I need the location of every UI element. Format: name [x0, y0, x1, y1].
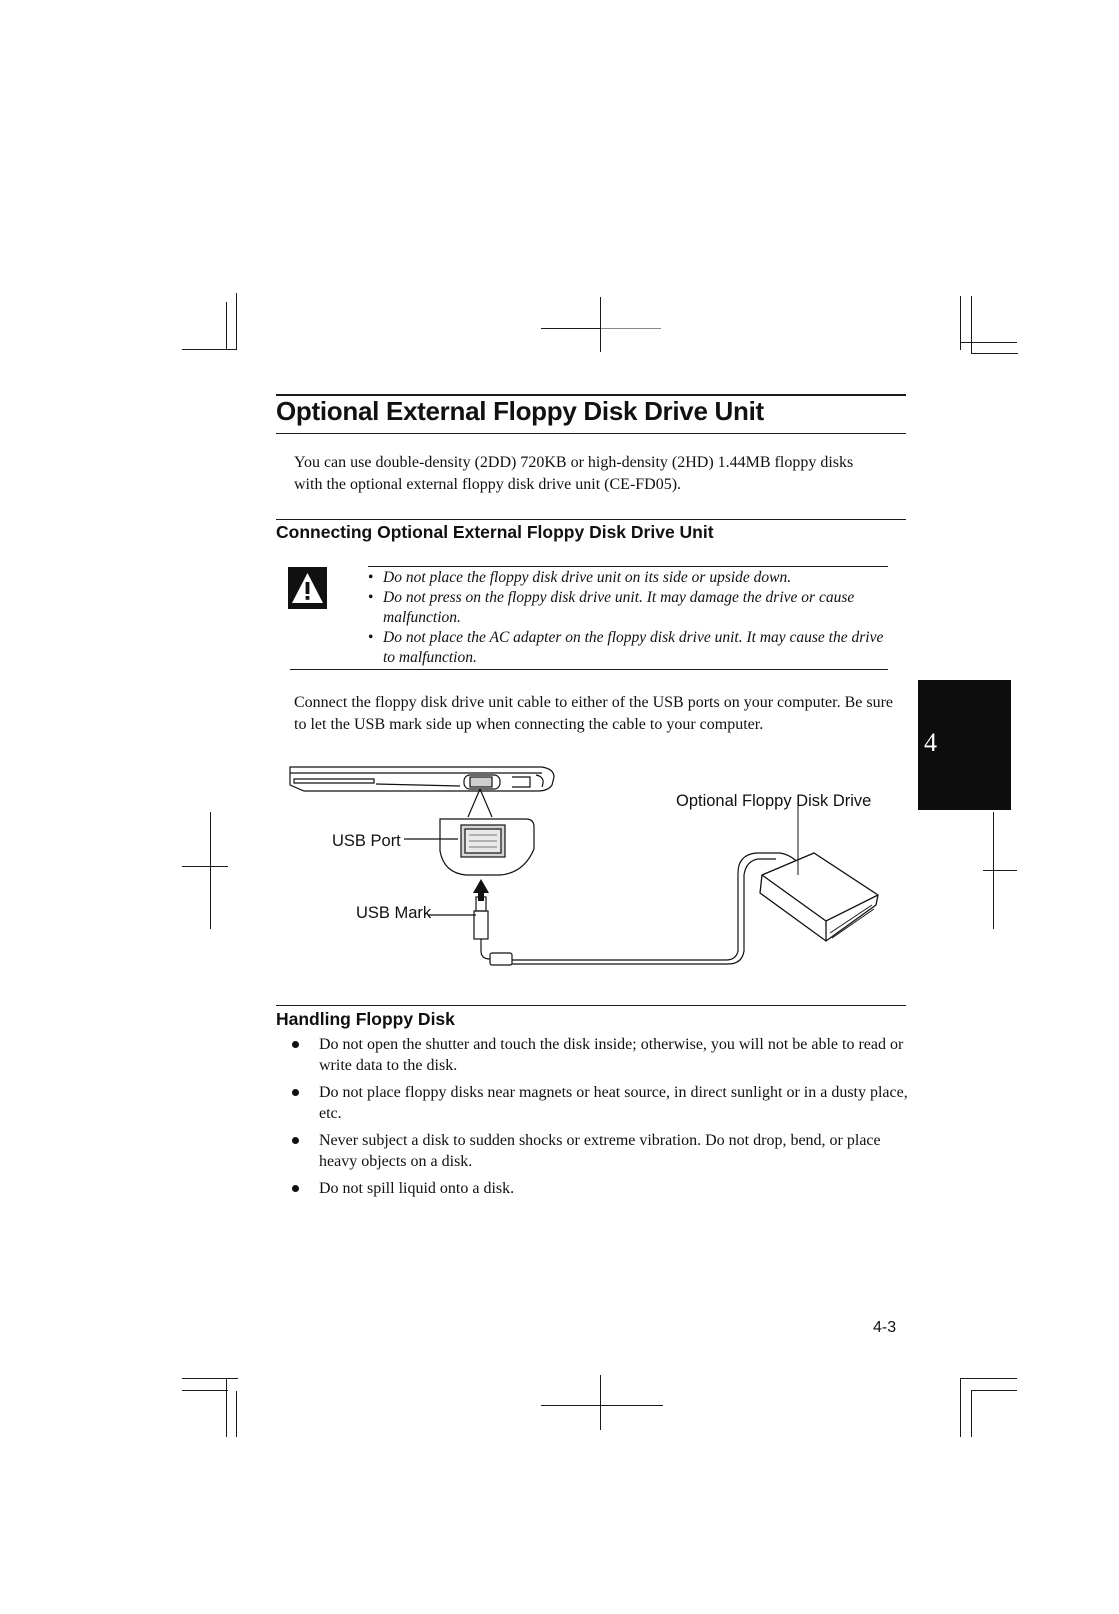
warning-triangle-icon	[288, 567, 327, 609]
section-handling-heading: Handling Floppy Disk	[276, 1009, 455, 1029]
handling-item: Do not place floppy disks near magnets or heat source, in direct sunlight or in a dusty place, etc.	[289, 1082, 909, 1124]
warning-top-rule	[368, 566, 888, 567]
label-usb-port: USB Port	[332, 832, 401, 850]
connection-diagram-drawing	[280, 755, 920, 985]
handling-item: Do not open the shutter and touch the disk inside; otherwise, you will not be able to read or write data to the disk.	[289, 1034, 909, 1076]
page-title: Optional External Floppy Disk Drive Unit	[276, 396, 764, 426]
title-bottom-rule	[276, 433, 906, 434]
chapter-number: 4	[924, 728, 937, 757]
handling-list	[289, 1034, 909, 1205]
warning-item: • Do not place the floppy disk drive unit on its side or upside down.	[366, 568, 886, 588]
connection-diagram	[280, 755, 920, 985]
page-number: 4-3	[873, 1319, 897, 1336]
intro-paragraph: You can use double-density (2DD) 720KB or high-density (2HD) 1.44MB floppy disks with the optional external floppy disk drive unit (CE-FD05).	[294, 454, 854, 493]
warning-bottom-rule	[290, 669, 888, 670]
warning-list	[366, 568, 886, 668]
chapter-tab	[918, 680, 1011, 810]
label-usb-mark: USB Mark	[356, 904, 432, 922]
section-connecting-rule	[276, 519, 906, 520]
handling-item: Do not spill liquid onto a disk.	[289, 1178, 909, 1199]
label-optional-floppy-disk-drive: Optional Floppy Disk Drive	[676, 792, 872, 810]
warning-item: • Do not place the AC adapter on the floppy disk drive unit. It may cause the drive to malfunction.	[366, 628, 886, 668]
warning-item: • Do not press on the floppy disk drive unit. It may damage the drive or cause malfunction.	[366, 588, 886, 628]
handling-item: Never subject a disk to sudden shocks or extreme vibration. Do not drop, bend, or place heavy objects on a disk.	[289, 1130, 909, 1172]
section-handling-rule	[276, 1005, 906, 1006]
section-connecting-heading: Connecting Optional External Floppy Disk Drive Unit	[276, 522, 714, 542]
connect-paragraph: Connect the floppy disk drive unit cable to either of the USB ports on your computer. Be sure to let the USB mark side up when connecting the cable to your computer.	[294, 694, 893, 733]
